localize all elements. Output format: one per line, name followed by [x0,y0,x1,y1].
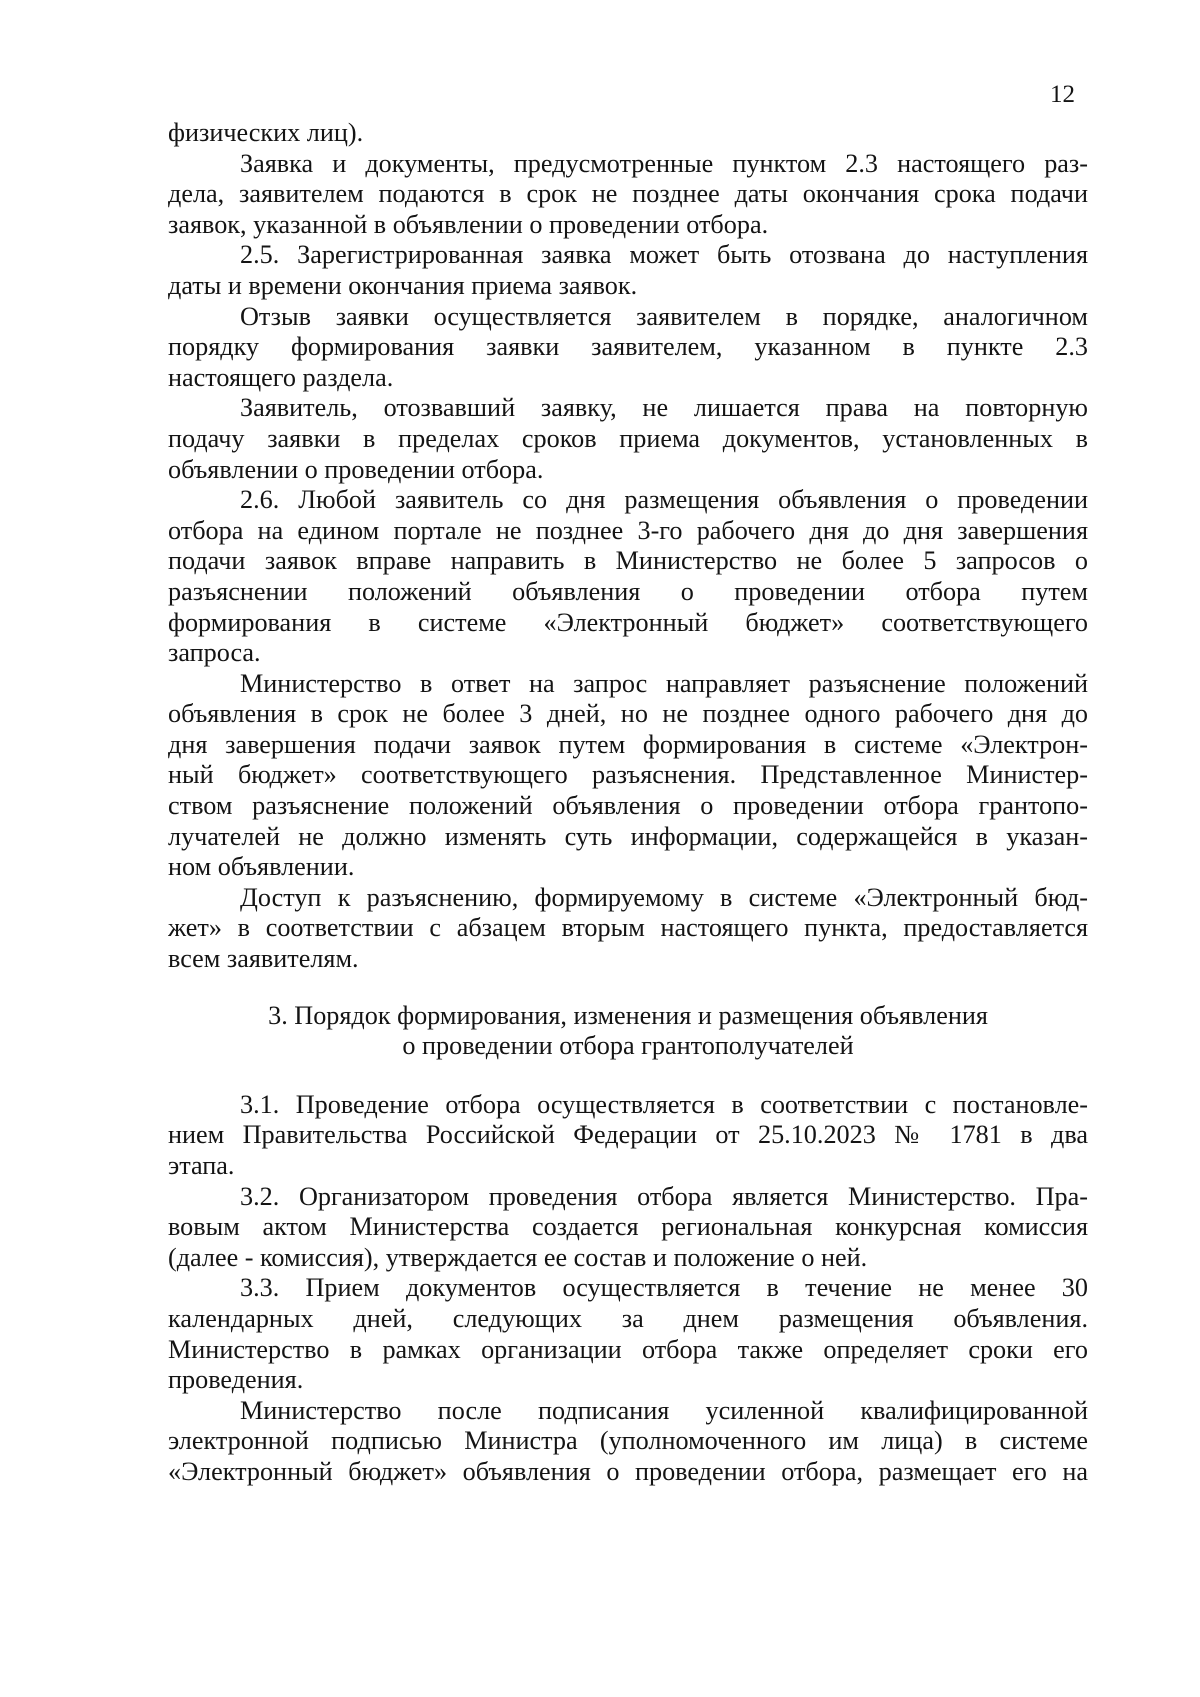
spacer [168,975,1088,1001]
text-line: дня завершения подачи заявок путем формирования в системе «Электрон- [168,729,1088,759]
text-line: жет» в соответствии с абзацем вторым настоящего пункта, предоставляется [168,913,1088,943]
text-line: ном объявлении. [168,852,355,882]
text-line: электронной подписью Министра (уполномоченного им лица) в системе [168,1426,1088,1456]
text-line: «Электронный бюджет» объявления о проведении отбора, размещает его на [168,1456,1088,1486]
document-body [168,118,1088,1488]
section-heading-line-2: о проведении отбора грантополучателей [402,1031,854,1061]
text-line: физических лиц). [168,118,364,147]
page-number: 12 [1050,81,1075,108]
text-line: объявления в срок не более 3 дней, но не позднее одного рабочего дня до [168,699,1088,729]
section-heading-line-1: 3. Порядок формирования, изменения и размещения объявления [268,1000,988,1030]
text-line: даты и времени окончания приема заявок. [168,270,638,300]
text-line: календарных дней, следующих за днем размещения объявления. [168,1303,1088,1333]
text-line: настоящего раздела. [168,362,394,392]
text-line: Министерство в ответ на запрос направляет разъяснение положений [240,668,1088,698]
text-line: Отзыв заявки осуществляется заявителем в порядке, аналогичном [240,301,1088,331]
text-line: нием Правительства Российской Федерации от 25.10.2023 № 1781 в два [168,1120,1088,1150]
text-line: дела, заявителем подаются в срок не позднее даты окончания срока подачи [168,179,1088,209]
body-text-block-1 [168,118,1088,975]
text-line: подачи заявок вправе направить в Министерство не более 5 запросов о [168,546,1088,576]
text-line: запроса. [168,638,261,668]
text-line: 3.3. Прием документов осуществляется в течение не менее 30 [240,1273,1088,1303]
text-line: (далее - комиссия), утверждается ее состав и положение о ней. [168,1242,868,1272]
text-line: объявлении о проведении отбора. [168,454,544,484]
text-line: 3.1. Проведение отбора осуществляется в соответствии с постановле- [240,1089,1088,1119]
text-line: разъяснении положений объявления о проведении отбора путем [168,576,1088,606]
text-line: отбора на едином портале не позднее 3-го рабочего дня до дня завершения [168,515,1088,545]
text-line: лучателей не должно изменять суть информации, содержащейся в указан- [168,821,1088,851]
spacer [168,1062,1088,1090]
text-line: 2.6. Любой заявитель со дня размещения объявления о проведении [240,485,1088,515]
section-heading [168,1001,1088,1062]
text-line: ный бюджет» соответствующего разъяснения. Представленное Министер- [168,760,1088,790]
text-line: проведения. [168,1365,304,1395]
text-line: 2.5. Зарегистрированная заявка может быть отозвана до наступления [240,240,1088,270]
text-line: Министерство после подписания усиленной квалифицированной [240,1395,1088,1425]
text-line: этапа. [168,1151,235,1180]
text-line: всем заявителям. [168,944,359,974]
body-text-block-2 [168,1090,1088,1488]
text-line: подачу заявки в пределах сроков приема документов, установленных в [168,423,1088,453]
text-line: вовым актом Министерства создается региональная конкурсная комиссия [168,1212,1088,1242]
text-line: Заявка и документы, предусмотренные пунктом 2.3 настоящего раз- [240,148,1088,178]
text-line: 3.2. Организатором проведения отбора является Министерство. Пра- [240,1181,1088,1211]
text-line: Доступ к разъяснению, формируемому в системе «Электронный бюд- [240,882,1088,912]
text-line: Министерство в рамках организации отбора также определяет сроки его [168,1334,1088,1364]
text-line: заявок, указанной в объявлении о проведении отбора. [168,209,769,239]
text-line: Заявитель, отозвавший заявку, не лишается права на повторную [240,393,1088,423]
text-line: порядку формирования заявки заявителем, указанном в пункте 2.3 [168,332,1088,362]
text-line: формирования в системе «Электронный бюджет» соответствующего [168,607,1088,637]
text-line: ством разъяснение положений объявления о проведении отбора грантопо- [168,791,1088,821]
